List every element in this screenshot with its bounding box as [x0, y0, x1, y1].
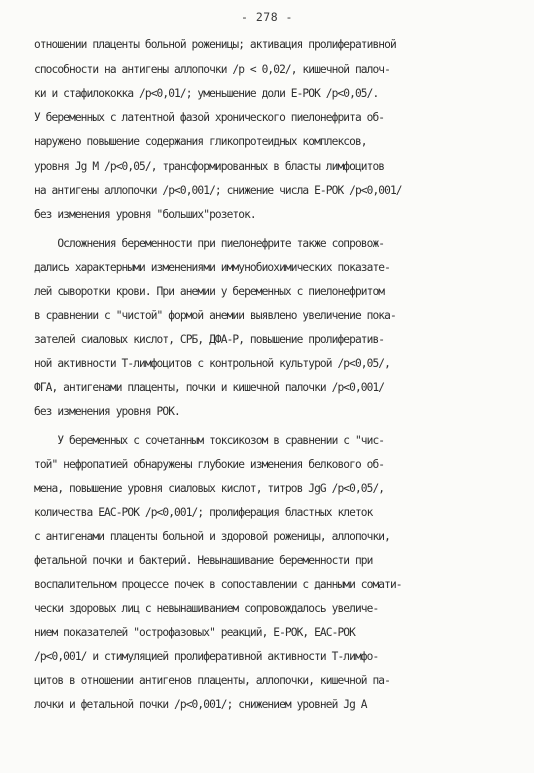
text-line: У беременных с латентной фазой хронического пиелонефрита об-	[34, 111, 385, 124]
text-line: /р<0,001/ и стимуляцией пролиферативной активности Т-лимфо-	[34, 650, 379, 663]
text-line: на антигены аллопочки /р<0,001/; снижение числа Е-РОК /р<0,001/	[34, 184, 402, 197]
text-line: чески здоровых лиц с невынашиванием сопровождалось увеличе-	[34, 602, 379, 615]
text-line: уровня Jg M /р<0,05/, трансформированных в бласты лимфоцитов	[34, 160, 385, 173]
text-line: У беременных с сочетанным токсикозом в сравнении с "чис-	[34, 434, 385, 447]
text-line: количества ЕАС-РОК /р<0,001/; пролиферация бластных клеток	[34, 506, 373, 519]
page-number: - 278 -	[241, 10, 293, 24]
text-line: с антигенами плаценты больной и здоровой роженицы, аллопочки,	[34, 530, 390, 543]
text-line: ки и стафилококка /р<0,01/; уменьшение доли Е-РОК /р<0,05/.	[34, 87, 379, 100]
text-line: без изменения уровня РОК.	[34, 405, 180, 418]
text-line: зателей сиаловых кислот, СРБ, ДФА-Р, повышение пролифератив-	[34, 333, 385, 346]
text-line: мена, повышение уровня сиаловых кислот, титров JgG /р<0,05/,	[34, 482, 385, 495]
text-line: в сравнении с "чистой" формой анемии выявлено увеличение пока-	[34, 309, 396, 322]
text-line: ФГА, антигенами плаценты, почки и кишечной палочки /р<0,001/	[34, 381, 385, 394]
text-line: нием показателей "острофазовых" реакций, Е-РОК, ЕАС-РОК	[34, 626, 355, 639]
text-line: без изменения уровня "больших"розеток.	[34, 208, 256, 221]
text-line: лей сыворотки крови. При анемии у беременных с пиелонефритом	[34, 285, 385, 298]
text-line: лочки и фетальной почки /р<0,001/; снижением уровней Jg А	[34, 698, 367, 711]
text-line: фетальной почки и бактерий. Невынашивание беременности при	[34, 554, 373, 567]
text-line: воспалительном процессе почек в сопоставлении с данными сомати-	[34, 578, 402, 591]
text-line: ной активности Т-лимфоцитов с контрольной культурой /р<0,05/,	[34, 357, 390, 370]
text-line: отношении плаценты больной роженицы; активация пролиферативной	[34, 38, 396, 51]
text-line: дались характерными изменениями иммунобиохимических показате-	[34, 261, 390, 274]
text-line: той" нефропатией обнаружены глубокие изменения белкового об-	[34, 458, 385, 471]
text-line: наружено повышение содержания гликопротеидных комплексов,	[34, 135, 367, 148]
text-line: цитов в отношении антигенов плаценты, аллопочки, кишечной па-	[34, 674, 390, 687]
text-line: способности на антигены аллопочки /р < 0,02/, кишечной палоч-	[34, 63, 390, 76]
text-line: Осложнения беременности при пиелонефрите также сопровож-	[34, 237, 385, 250]
